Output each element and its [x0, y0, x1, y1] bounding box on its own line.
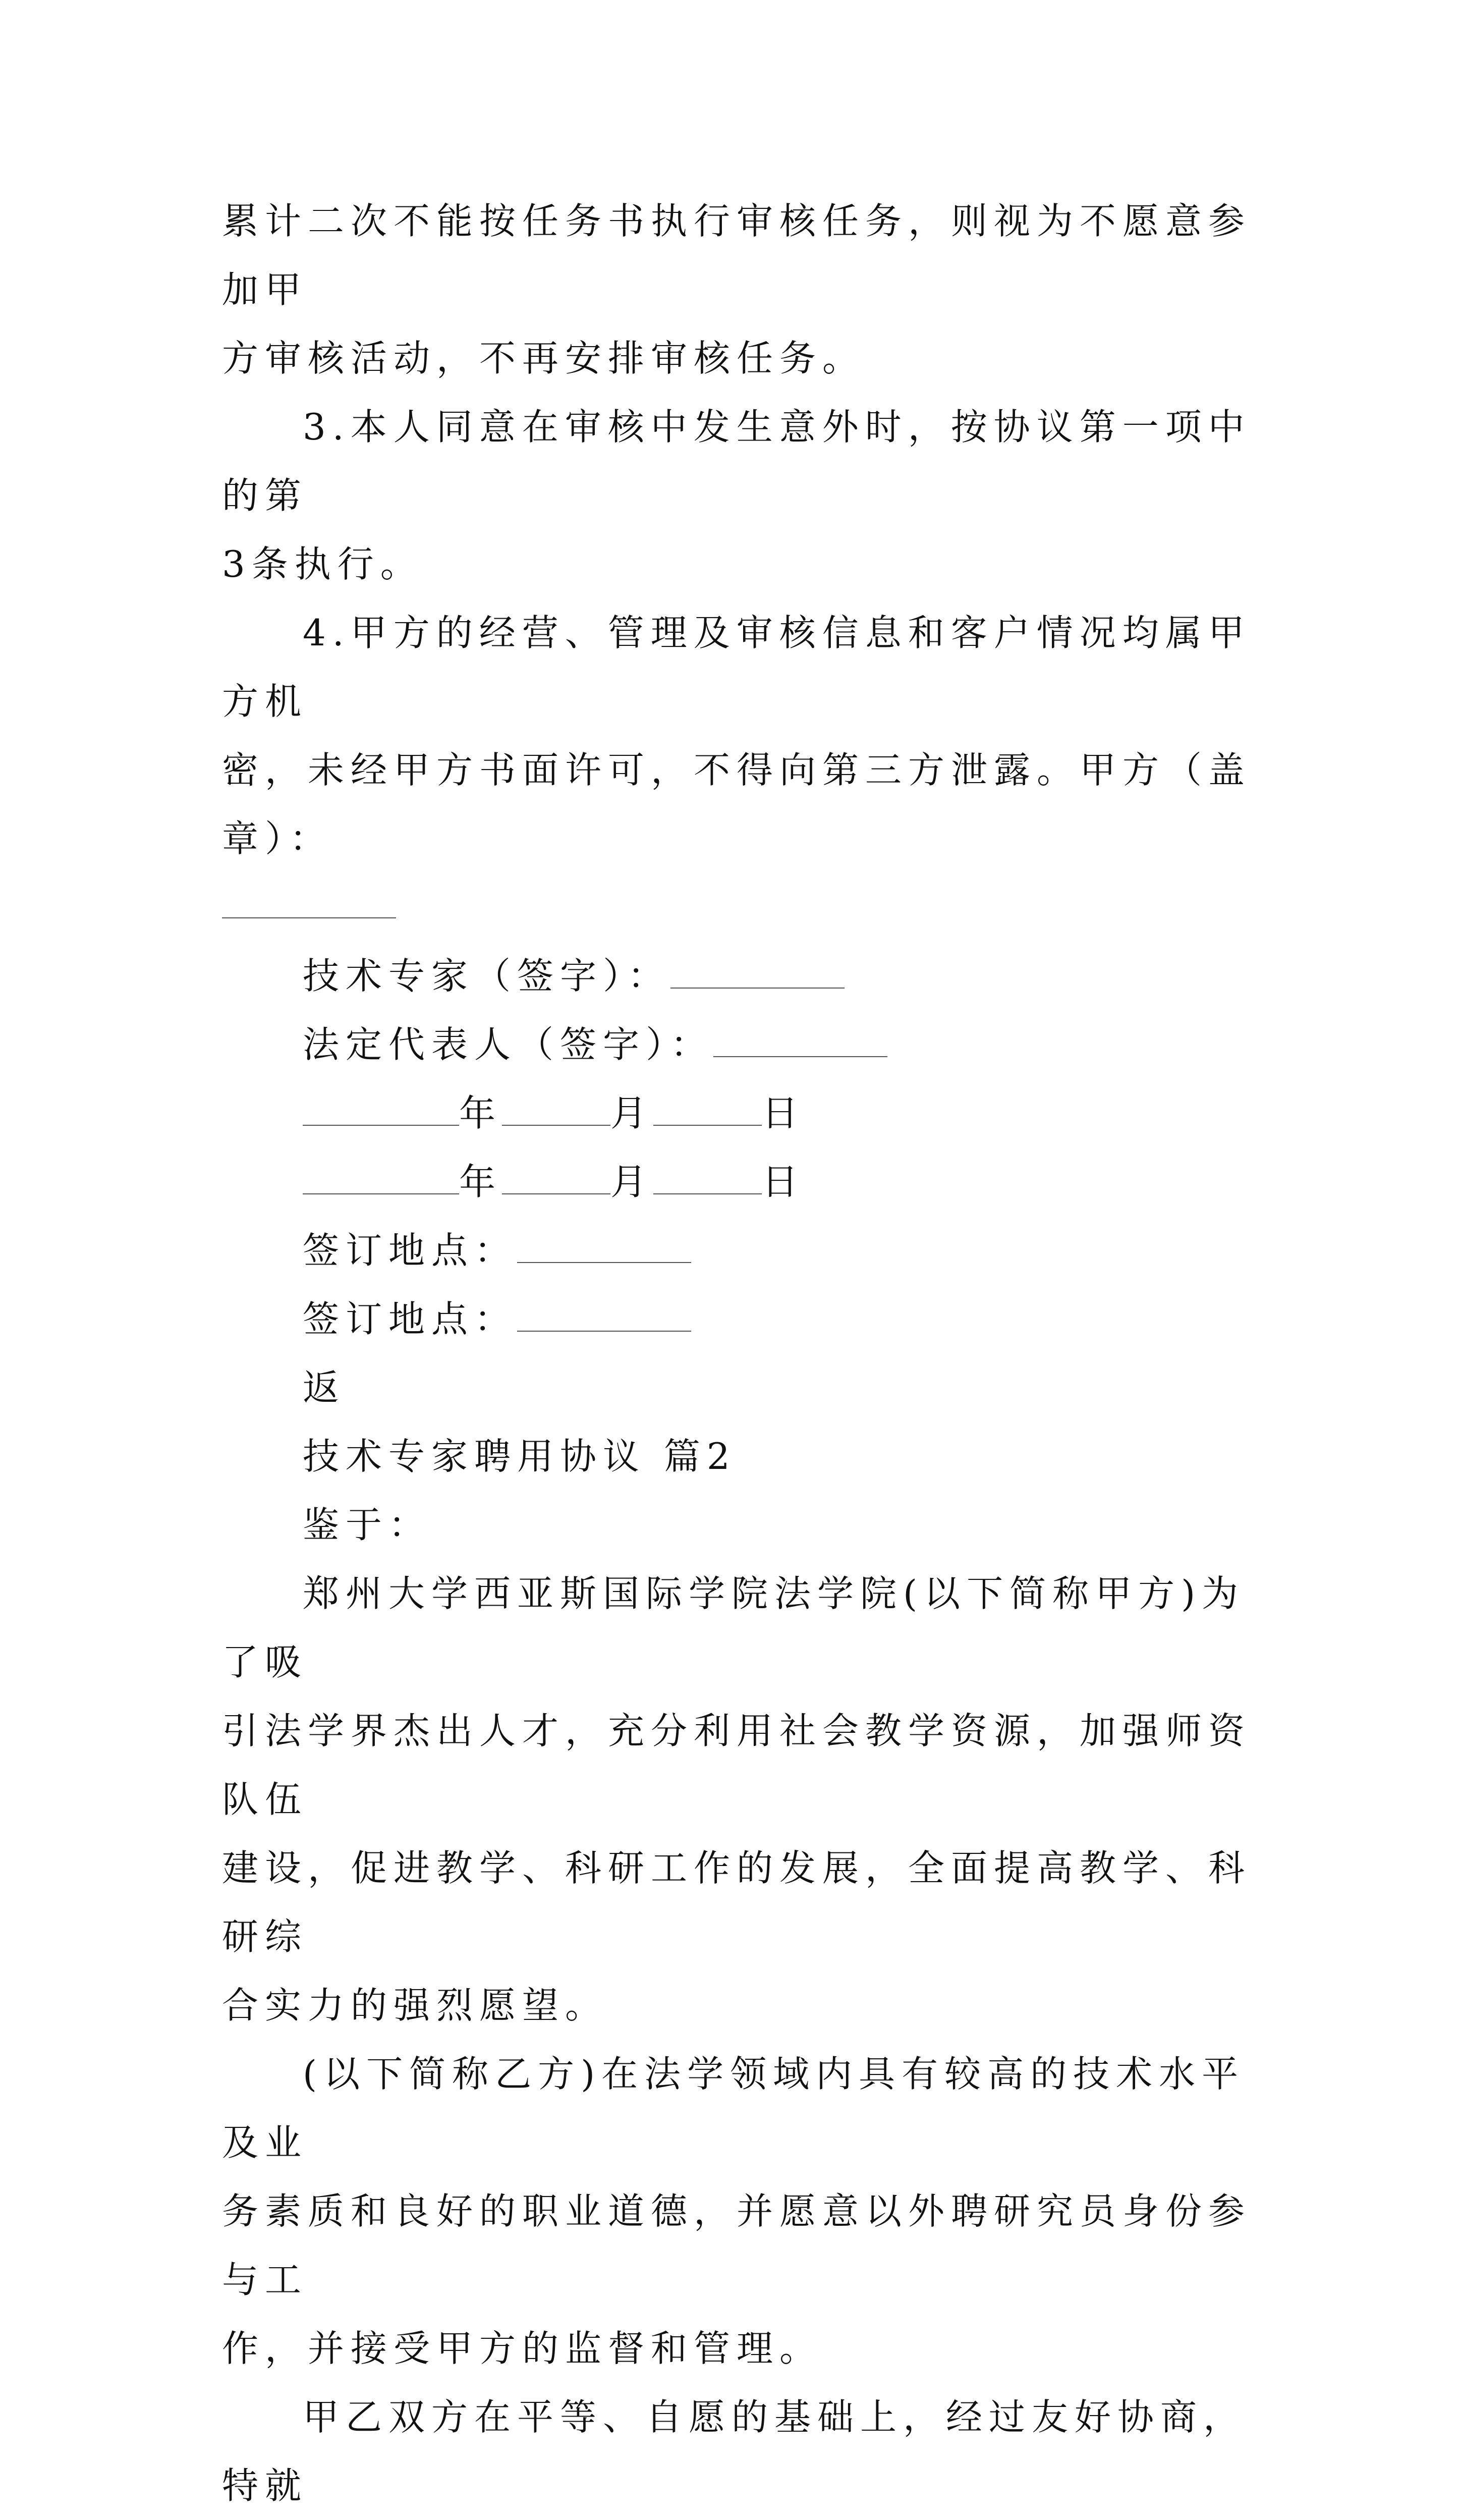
date-line [222, 1079, 1251, 1147]
expert-signature-line [222, 942, 1251, 1010]
paragraph-line: 引法学界杰出人才，充分利用社会教学资源，加强师资队伍 [222, 1710, 1252, 1821]
section-title: 技术专家聘用协议 篇2 [303, 1435, 737, 1477]
legal-rep-signature-label: 法定代表人（签字）： [303, 1023, 714, 1066]
year-label: 年 [459, 1161, 502, 1203]
date-line [222, 1147, 1251, 1216]
paragraph-line: 方审核活动，不再安排审核任务。 [222, 337, 866, 379]
month-label: 月 [610, 1161, 654, 1203]
paragraph-line: 作，并接受甲方的监督和管理。 [222, 2327, 823, 2370]
sign-place-line [222, 1216, 1251, 1285]
paragraph-line: 密，未经甲方书面许可，不得向第三方泄露。甲方（盖章）： [222, 749, 1252, 860]
party-a-seal-blank [222, 873, 396, 942]
month-blank [502, 1163, 610, 1194]
document-body [222, 187, 1251, 2520]
paragraph-line: 合实力的强烈愿望。 [222, 1984, 608, 2026]
day-blank [653, 1163, 762, 1194]
year-blank [303, 1094, 459, 1126]
back-text: 返 [303, 1366, 346, 1409]
paragraph-line: 务素质和良好的职业道德，并愿意以外聘研究员身份参与工 [222, 2190, 1252, 2301]
year-label: 年 [459, 1092, 502, 1134]
paragraph-line: 甲乙双方在平等、自愿的基础上，经过友好协商，特就 [222, 2396, 1247, 2507]
sign-place-label: 签订地点： [303, 1298, 518, 1340]
day-label: 日 [762, 1092, 805, 1134]
paragraph-line: 4.甲方的经营、管理及审核信息和客户情况均属甲方机 [222, 612, 1251, 723]
whereas-heading: 鉴于： [303, 1504, 432, 1546]
sign-place-blank [517, 1232, 691, 1263]
year-blank [303, 1163, 459, 1194]
signature-blank [670, 957, 845, 989]
paragraph-line: 累计二次不能按任务书执行审核任务，则视为不愿意参加甲 [222, 200, 1252, 311]
paragraph-line: 3条执行。 [222, 543, 423, 585]
paragraph-line: (以下简称乙方)在法学领域内具有较高的技术水平及业 [222, 2053, 1245, 2164]
sign-place-line [222, 1285, 1251, 1353]
sign-place-blank [517, 1300, 691, 1332]
day-blank [653, 1094, 762, 1126]
expert-signature-label: 技术专家（签字）： [303, 955, 671, 997]
paragraph-line: 3.本人同意在审核中发生意外时，按协议第一项中的第 [222, 406, 1251, 517]
legal-rep-signature-line [222, 1010, 1251, 1079]
paragraph-line: 建设，促进教学、科研工作的发展，全面提高教学、科研综 [222, 1847, 1252, 1958]
month-label: 月 [610, 1092, 654, 1134]
paragraph-line: 郑州大学西亚斯国际学院法学院(以下简称甲方)为了吸 [222, 1572, 1245, 1683]
sign-place-label: 签订地点： [303, 1229, 518, 1272]
signature-blank [713, 1026, 887, 1057]
month-blank [502, 1094, 610, 1126]
day-label: 日 [762, 1161, 805, 1203]
